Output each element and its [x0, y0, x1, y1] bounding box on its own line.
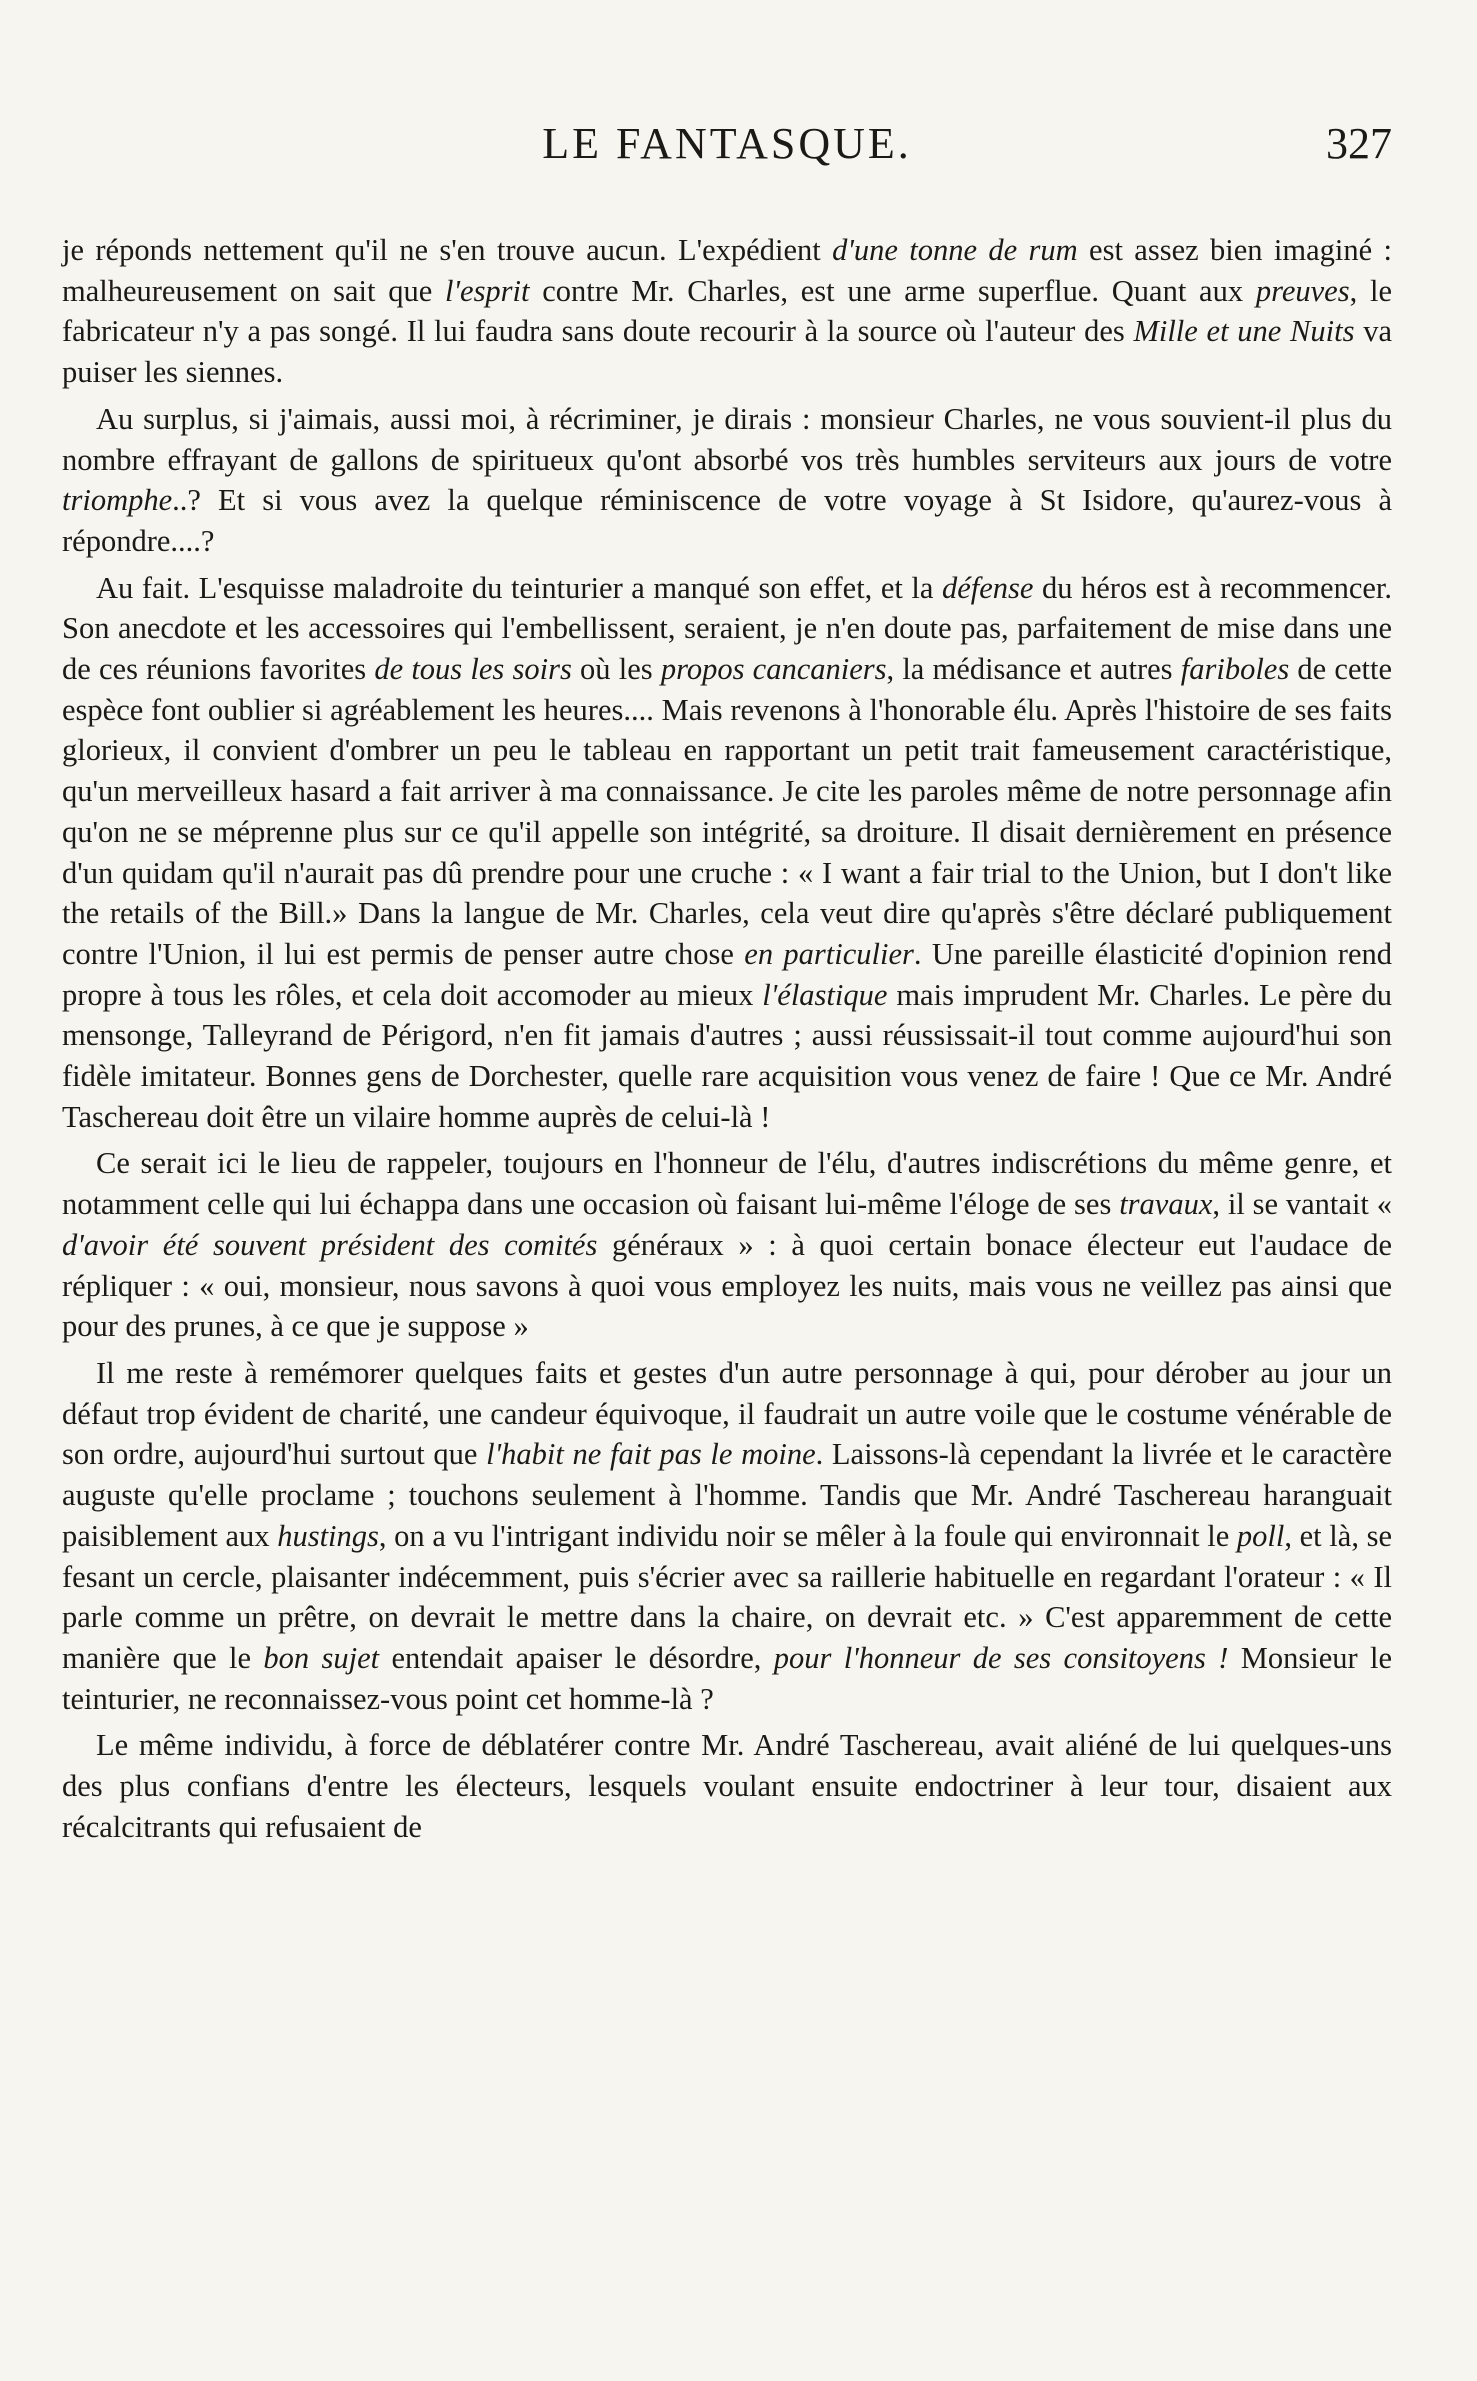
- italic-phrase: fariboles: [1180, 652, 1290, 687]
- italic-phrase: bon sujet: [263, 1640, 380, 1675]
- text-run: ..? Et si vous avez la quelque réminiscence de votre voyage à St Isidore, qu'aurez-vous à répondre....?: [62, 483, 1392, 558]
- text-run: , la médisance et autres: [886, 652, 1181, 687]
- italic-phrase: défense: [941, 570, 1034, 605]
- paragraph: [62, 568, 1392, 1138]
- text-run: Le même individu, à force de déblatérer contre Mr. André Taschereau, avait aliéné de lui quelques-uns des plus confians d'entre les électeurs, lesquels voulant ensuite endoctriner à leur tour, disaient aux récalcitrants qui refusaient de: [62, 1728, 1392, 1844]
- page-header: [62, 110, 1392, 190]
- paragraph: [62, 1353, 1392, 1719]
- italic-phrase: triomphe: [62, 483, 173, 518]
- paragraph: [62, 1725, 1392, 1847]
- paragraph: [62, 1143, 1392, 1347]
- italic-phrase: preuves: [1255, 273, 1350, 308]
- text-run: du héros est à recommencer. Son anecdote et les accessoires qui l'embellissent, seraient, je n'en doute pas, parfaitement de mise dans une de ces réunions favorites: [62, 570, 1393, 687]
- italic-phrase: l'habit ne fait pas le moine: [486, 1437, 816, 1472]
- text-run: Monsieur le teinturier, ne reconnaissez-vous point cet homme-là ?: [62, 1640, 1393, 1716]
- italic-phrase: de tous les soirs: [374, 652, 572, 687]
- italic-phrase: l'esprit: [445, 273, 530, 308]
- italic-phrase: d'une tonne de rum: [832, 233, 1078, 267]
- text-run: , et là, se fesant un cercle, plaisanter indécemment, puis s'écrier avec sa raillerie habituelle en regardant l'orateur : « Il parle comme un prêtre, on devrait le mettre dans la chaire, on devrait etc. » C'est apparemment de cette manière que le: [62, 1518, 1392, 1675]
- text-run: , il se vantait «: [1212, 1187, 1392, 1222]
- italic-phrase: d'avoir été souvent président des comités: [62, 1227, 598, 1262]
- running-title: LE FANTASQUE.: [542, 119, 912, 168]
- italic-phrase: Mille et une Nuits: [1133, 314, 1355, 349]
- italic-phrase: propos cancaniers: [660, 652, 887, 687]
- text-run: . Laissons-là cependant la livrée et le caractère auguste qu'elle proclame ; touchons seulement à l'homme. Tandis que Mr. André Taschereau haranguait paisiblement aux: [62, 1437, 1392, 1553]
- italic-phrase: l'élastique: [762, 977, 888, 1012]
- text-run: , on a vu l'intrigant individu noir se mêler à la foule qui environnait le: [378, 1518, 1237, 1553]
- body-text: [62, 230, 1392, 1847]
- text-run: Au surplus, si j'aimais, aussi moi, à récriminer, je dirais : monsieur Charles, ne vous souvient-il plus du nombre effrayant de gallons de spiritueux qu'ont absorbé vos très humbles serviteurs aux jours de votre: [62, 401, 1392, 477]
- page-number: 327: [1326, 119, 1392, 168]
- text-run: Au fait. L'esquisse maladroite du teinturier a manqué son effet, et la: [96, 570, 942, 605]
- text-run: mais imprudent Mr. Charles. Le père du mensonge, Talleyrand de Périgord, n'en fit jamais d'autres ; aussi réussissait-il tout comme aujourd'hui son fidèle imitateur. Bonnes gens de Dorchester, quelle rare acquisition vous venez de faire ! Que ce Mr. André Taschereau doit être un vilaire homme auprès de celui-là !: [62, 977, 1392, 1134]
- text-run: où les: [571, 652, 661, 687]
- text-run: Il me reste à remémorer quelques faits et gestes d'un autre personnage à qui, pour dérober au jour un défaut trop évident de charité, une candeur équivoque, il faudrait un autre voile que le costume vénérable de son ordre, aujourd'hui surtout que: [62, 1355, 1392, 1472]
- italic-phrase: poll: [1236, 1518, 1285, 1553]
- italic-phrase: pour l'honneur de ses consitoyens !: [773, 1640, 1229, 1675]
- text-run: , le fabricateur n'y a pas songé. Il lui faudra sans doute recourir à la source où l'auteur des: [62, 273, 1392, 349]
- text-run: entendait apaiser le désordre,: [379, 1640, 774, 1675]
- text-run: généraux » : à quoi certain bonace électeur eut l'audace de répliquer : « oui, monsieur, nous savons à quoi vous employez les nuits, mais vous ne veillez pas ainsi que pour des prunes, à ce que je suppose »: [62, 1227, 1392, 1344]
- text-run: va puiser les siennes.: [62, 314, 1392, 390]
- text-run: . Une pareille élasticité d'opinion rend propre à tous les rôles, et cela doit accomoder au mieux: [62, 936, 1393, 1012]
- italic-phrase: en particulier: [744, 936, 914, 971]
- text-run: contre Mr. Charles, est une arme superflue. Quant aux: [529, 273, 1256, 308]
- text-run: Ce serait ici le lieu de rappeler, toujours en l'honneur de l'élu, d'autres indiscrétions du même genre, et notamment celle qui lui échappa dans une occasion où faisant lui-même l'éloge de ses: [62, 1146, 1392, 1222]
- document-page: [62, 110, 1392, 2350]
- italic-phrase: hustings: [277, 1518, 379, 1553]
- paragraph: [62, 230, 1392, 393]
- paragraph: [62, 399, 1392, 562]
- text-run: de cette espèce font oublier si agréablement les heures.... Mais revenons à l'honorable élu. Après l'histoire de ses faits glorieux, il convient d'ombrer un peu le tableau en rapportant un petit trait fameusement caractéristique, qu'un merveilleux hasard a fait arriver à ma connaissance. Je cite les paroles même de notre personnage afin qu'on ne se méprenne plus sur ce qu'il appelle son intégrité, sa droiture. Il disait dernièrement en présence d'un quidam qu'il n'aurait pas dû prendre pour une cruche : « I want a fair trial to the Union, but I don't like the retails of the Bill.» Dans la langue de Mr. Charles, cela veut dire qu'après s'être déclaré publiquement contre l'Union, il lui est permis de penser autre chose: [62, 652, 1392, 971]
- text-run: est assez bien imaginé : malheureusement on sait que: [62, 233, 1392, 308]
- text-run: je réponds nettement qu'il ne s'en trouve aucun. L'expédient: [62, 233, 833, 267]
- italic-phrase: travaux: [1119, 1187, 1213, 1222]
